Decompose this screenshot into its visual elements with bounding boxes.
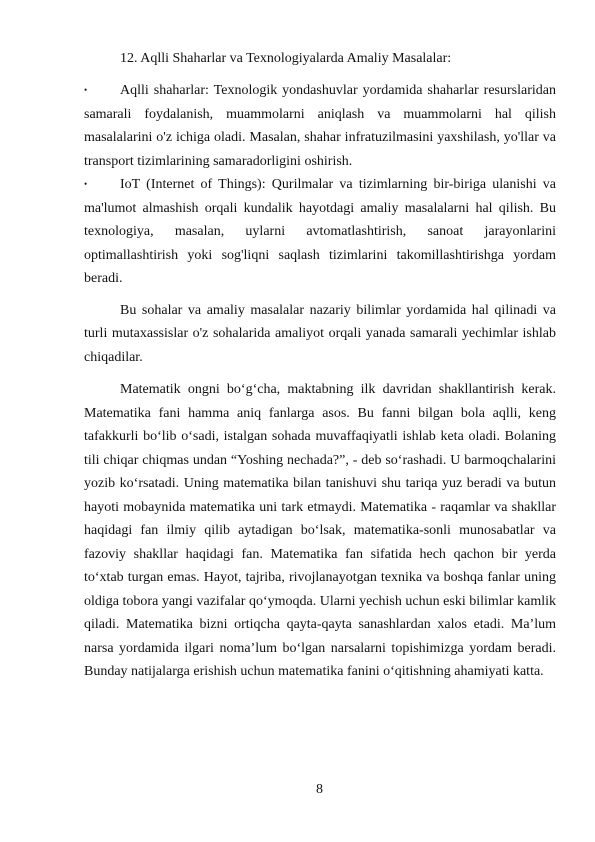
document-page: [84, 48, 556, 684]
bullet-text: Aqlli shaharlar: Texnologik yondashuvlar yordamida shaharlar resurslaridan samarali foydalanish, muammolarni aniqlash va muammolarni hal qilish masalalarini o'z ichiga oladi. Masalan, shahar infratuzilmasini yaxshilash, yo'llar va transport tizimlarining samaradorligini oshirish.: [84, 83, 556, 169]
page-number: 8: [316, 782, 323, 797]
bullet-item-iot: [84, 173, 556, 291]
bullet-icon: •: [84, 85, 88, 95]
bullet-text: IoT (Internet of Things): Qurilmalar va tizimlarning bir-biriga ulanishi va ma'lumot almashish orqali kundalik hayotdagi amaliy masalalarni hal qilish. Bu texnologiya, masalan, uylarni avtomatlashtirish, sanoat jarayonlarini optimallashtirish yoki sog'liqni saqlash tizimlarini takomillashtirishga yordam beradi.: [84, 177, 556, 286]
paragraph-summary: Bu sohalar va amaliy masalalar nazariy bilimlar yordamida hal qilinadi va turli mutaxassislar o'z sohalarida amaliyot orqali yanada samarali yechimlar ishlab chiqadilar.: [84, 302, 556, 365]
section-heading: 12. Aqlli Shaharlar va Texnologiyalarda Amaliy Masalalar:: [120, 51, 452, 66]
bullet-icon: •: [84, 179, 88, 189]
bullet-item-smart-cities: [84, 79, 556, 173]
paragraph-mathematics: Matematik ongni bo‘g‘cha, maktabning ilk davridan shakllantirish kerak. Matematika fani hamma aniq fanlarga asos. Bu fanni bilgan bola aqlli, keng tafakkurli bo‘lib o‘sadi, istalgan sohada muvaffaqiyatli ishlab keta oladi. Bolaning tili chiqar chiqmas undan “Yoshing nechada?”, - deb so‘rashadi. U barmoqchalarini yozib ko‘rsatadi. Uning matematika bilan tanishuvi shu tariqa yuz beradi va butun hayoti mobaynida matematika uni tark etmaydi. Matematika - raqamlar va shakllar haqidagi fan ilmiy qilib aytadigan bo‘lsak, matematika-sonli munosabatlar va fazoviy shakllar haqidagi fan. Matematika fan sifatida hech qachon bir yerda to‘xtab turgan emas. Hayot, tajriba, rivojlanayotgan texnika va boshqa fanlar uning oldiga tobora yangi vazifalar qo‘ymoqda. Ularni yechish uchun eski bilimlar kamlik qiladi. Matematika bizni ortiqcha qayta-qayta sanashlardan xalos etadi. Ma’lum narsa yordamida ilgari noma’lum bo‘lgan narsalarni topishimizga yordam beradi. Bunday natijalarga erishish uchun matematika fanini o‘qitishning ahamiyati katta.: [84, 382, 556, 679]
